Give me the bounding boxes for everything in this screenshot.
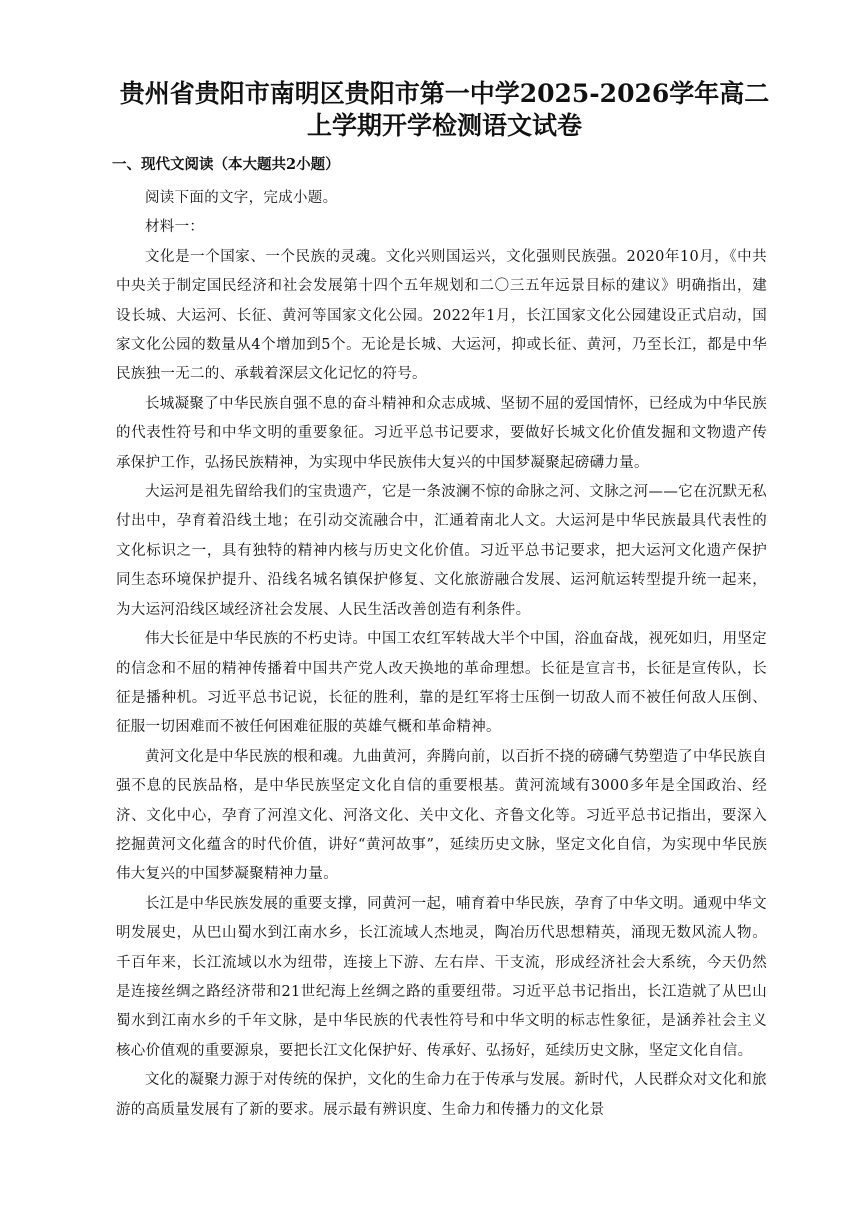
material-label: 材料一：: [145, 219, 205, 236]
title-line-1: 贵州省贵阳市南明区贵阳市第一中学2025-2026学年高二: [119, 79, 770, 108]
paragraph-1: 文化是一个国家、一个民族的灵魂。文化兴则国运兴，文化强则民族强。2020年10月，《中共中央关于制定国民经济和社会发展第十四个五年规划和二〇三五年远景目标的建议》明确指出，建设长城、大运河、长征、黄河等国家文化公园。2022年1月，长江国家文化公园建设正式启动，国家文化公园的数量从4个增加到5个。无论是长城、大运河，抑或长征、黄河，乃至长江，都是中华民族独一无二的、承载着深层文化记忆的符号。: [116, 248, 767, 383]
paragraph-2: 长城凝聚了中华民族自强不息的奋斗精神和众志成城、坚韧不屈的爱国情怀，已经成为中华民族的代表性符号和中华文明的重要象征。习近平总书记要求，要做好长城文化价值发掘和文物遗产传承保护工作，弘扬民族精神，为实现中华民族伟大复兴的中国梦凝聚起磅礴力量。: [116, 395, 767, 471]
exam-title: [116, 78, 773, 142]
paragraph-3: 大运河是祖先留给我们的宝贵遗产，它是一条波澜不惊的命脉之河、文脉之河——它在沉默无私付出中，孕育着沿线土地；在引动交流融合中，汇通着南北人文。大运河是中华民族最具代表性的文化标识之一，具有独特的精神内核与历史文化价值。习近平总书记要求，把大运河文化遗产保护同生态环境保护提升、沿线名城名镇保护修复、文化旅游融合发展、运河航运转型提升统一起来，为大运河沿线区域经济社会发展、人民生活改善创造有利条件。: [116, 484, 767, 618]
section-heading: 一、现代文阅读（本大题共2小题）: [112, 156, 340, 173]
paragraph-7: 文化的凝聚力源于对传统的保护，文化的生命力在于传承与发展。新时代，人民群众对文化和旅游的高质量发展有了新的要求。展示最有辨识度、生命力和传播力的文化景: [116, 1072, 767, 1118]
paragraph-4: 伟大长征是中华民族的不朽史诗。中国工农红军转战大半个中国，浴血奋战，视死如归，用坚定的信念和不屈的精神传播着中国共产党人改天换地的革命理想。长征是宣言书，长征是宣传队，长征是播种机。习近平总书记说，长征的胜利，靠的是红军将士压倒一切敌人而不被任何敌人压倒、征服一切困难而不被任何困难征服的英雄气概和革命精神。: [116, 631, 767, 736]
instruction-text: 阅读下面的文字，完成小题。: [145, 190, 338, 206]
paragraph-6: 长江是中华民族发展的重要支撑，同黄河一起，哺育着中华民族，孕育了中华文明。通观中华文明发展史，从巴山蜀水到江南水乡，长江流域人杰地灵，陶冶历代思想精英，涌现无数风流人物。千百年来，长江流域以水为纽带，连接上下游、左右岸、干支流，形成经济社会大系统，今天仍然是连接丝绸之路经济带和21世纪海上丝绸之路的重要纽带。习近平总书记指出，长江造就了从巴山蜀水到江南水乡的千年文脉，是中华民族的代表性符号和中华文明的标志性象征，是涵养社会主义核心价值观的重要源泉，要把长江文化保护好、传承好、弘扬好，延续历史文脉，坚定文化自信。: [116, 895, 767, 1059]
title-line-2: 上学期开学检测语文试卷: [306, 111, 582, 140]
material-body: [116, 243, 767, 1125]
paragraph-5: 黄河文化是中华民族的根和魂。九曲黄河，奔腾向前，以百折不挠的磅礴气势塑造了中华民族自强不息的民族品格，是中华民族坚定文化自信的重要根基。黄河流域有3000多年是全国政治、经济、文化中心，孕育了河湟文化、河洛文化、关中文化、齐鲁文化等。习近平总书记指出，要深入挖掘黄河文化蕴含的时代价值，讲好“黄河故事”，延续历史文脉，坚定文化自信，为实现中华民族伟大复兴的中国梦凝聚精神力量。: [116, 748, 767, 883]
